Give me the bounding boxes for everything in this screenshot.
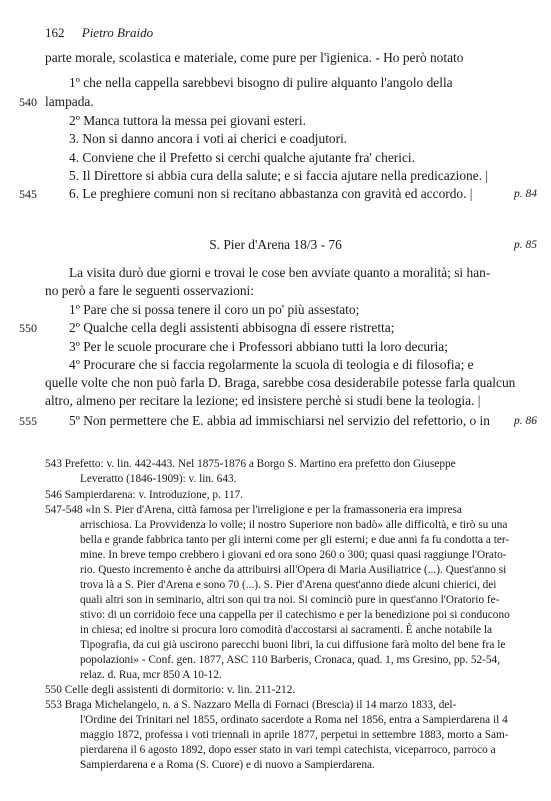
section-title: S. Pier d'Arena 18/3 - 76: [209, 237, 342, 252]
body-line: 5. Il Direttore si abbia cura della salute; e si faccia ajutare nella predicazione. |: [69, 168, 489, 183]
footnote-line: pierdarena il 6 agosto 1892, dopo esser stato in vari tempi catechista, viceparroco, parroco a: [80, 744, 496, 756]
body-line: 1º che nella cappella sarebbevi bisogno di pulire alquanto l'angolo della: [69, 75, 453, 90]
body-line: altro, almeno per recitare la lezione; ed insistere perchè si studi bene la teologia. |: [45, 393, 481, 408]
footnote-line: stivo: di un corridoio fece una cappella per il catechismo e per la benedizione poi si conducono: [80, 609, 510, 621]
footnote-line: Tipografia, da cui già uscirono parecchi buoni libri, la cui diffusione farà molto del bene fra le: [80, 639, 506, 651]
body-line: 5º Non permettere che E. abbia ad immischiarsi nel servizio del refettorio, o in: [69, 413, 490, 428]
body-line: 3º Per le scuole procurare che i Professori abbiano tutti la loro decuria;: [69, 339, 448, 354]
body-line: 2º Qualche cella degli assistenti abbisogna di essere ristretta;: [69, 320, 395, 335]
footnote-line: 543 Prefetto: v. lin. 442-443. Nel 1875-1876 a Borgo S. Martino era prefetto don Giuseppe: [45, 458, 456, 470]
footnote-line: Sampierdarena e a Roma (S. Cuore) e di nuovo a Sampierdarena.: [80, 759, 375, 771]
footnote-line: relaz. d. Rua, mcr 850 A 10-12.: [80, 669, 222, 681]
body-line: 2º Manca tuttora la messa pei giovani esteri.: [69, 113, 306, 128]
body-line: lampada.: [45, 94, 94, 109]
margin-page-ref: p. 84: [514, 188, 537, 200]
footnote-line: bella e grande fabbrica tanto per gli interni come per gli esterni; e due anni fa fu condotta a ter-: [80, 534, 510, 546]
footnote-line: 550 Celle degli assistenti di dormitorio: v. lin. 211-212.: [45, 684, 296, 696]
footnote-line: 547-548 «In S. Pier d'Arena, città famosa per l'irreligione e per la framassoneria era impresa: [45, 504, 462, 516]
body-line: 3. Non si danno ancora i voti ai cherici e coadjutori.: [69, 131, 348, 146]
line-number: 555: [19, 414, 37, 428]
footnote-line: rio. Questo incremento è anche da attribuirsi all'Opera di Maria Ausiliatrice (...). Quest'anno si: [80, 564, 507, 576]
footnote-line: quali altri son in seminario, altri son qui tra noi. Si cominciò pure in quest'anno l'Oratorio fe-: [80, 594, 500, 606]
running-author: Pietro Braido: [81, 25, 154, 40]
body-line: 4. Conviene che il Prefetto si cerchi qualche ajutante fra' cherici.: [69, 150, 415, 165]
footnote-line: Leveratto (1846-1909): v. lin. 643.: [80, 473, 237, 485]
line-number: 550: [19, 321, 37, 335]
body-line: La visita durò due giorni e trovai le cose ben avviate quanto a moralità; si han-: [69, 265, 491, 280]
footnote-line: mine. In breve tempo crebbero i giovani ed ora sono 260 o 300; quasi quasi raggiunge l'Orato-: [80, 549, 507, 561]
footnote-line: arrischiosa. La Provvidenza lo volle; il nostro Superiore non badò» alle difficoltà, e tirò su una: [80, 519, 508, 531]
footnote-line: 553 Braga Michelangelo, n. a S. Nazzaro Mella di Fornaci (Brescia) il 14 marzo 1833, del-: [45, 699, 457, 711]
body-line: 4º Procurare che si faccia regolarmente la scuola di teologia e di filosofia; e: [69, 357, 474, 372]
footnote-line: 546 Sampierdarena: v. Introduzione, p. 117.: [45, 489, 244, 501]
margin-page-ref: p. 86: [514, 415, 537, 427]
body-line: 6. Le preghiere comuni non si recitano abbastanza con gravità ed accordo. |: [69, 186, 473, 201]
body-line: 1º Pare che si possa tenere il coro un po' più assestato;: [69, 302, 360, 317]
line-number: 540: [19, 95, 37, 109]
footnote-line: trova là a S. Pier d'Arena e sono 70 (...). S. Pier d'Arena quest'anno diede alcuni chierici, dei: [80, 579, 497, 591]
footnote-line: popolazioni» - Conf. gen. 1877, ASC 110 Barberis, Cronaca, quad. 1, ms Gresino, pp. 52-54,: [80, 654, 501, 666]
running-header: [45, 25, 153, 41]
body-line: parte morale, scolastica e materiale, come pure per l'igienica. - Ho però notato: [45, 50, 464, 65]
margin-page-ref: p. 85: [514, 239, 537, 251]
footnote-line: in chiesa; ed inoltre si procura loro comodità d'accostarsi ai sacramenti. È anche notabile la: [80, 624, 493, 636]
body-line: quelle volte che non può farla D. Braga, sarebbe cosa desiderabile potesse farla qualcun: [45, 375, 516, 390]
footnote-line: l'Ordine dei Trinitari nel 1855, ordinato sacerdote a Roma nel 1856, entra a Sampierdarena il 4: [80, 714, 508, 726]
footnote-line: maggio 1872, professa i voti triennali in aprile 1877, perpetui in settembre 1883, morto a Sam-: [80, 729, 509, 741]
line-number: 545: [19, 187, 37, 201]
page-number: 162: [45, 25, 65, 40]
body-line: no però a fare le seguenti osservazioni:: [45, 283, 254, 298]
